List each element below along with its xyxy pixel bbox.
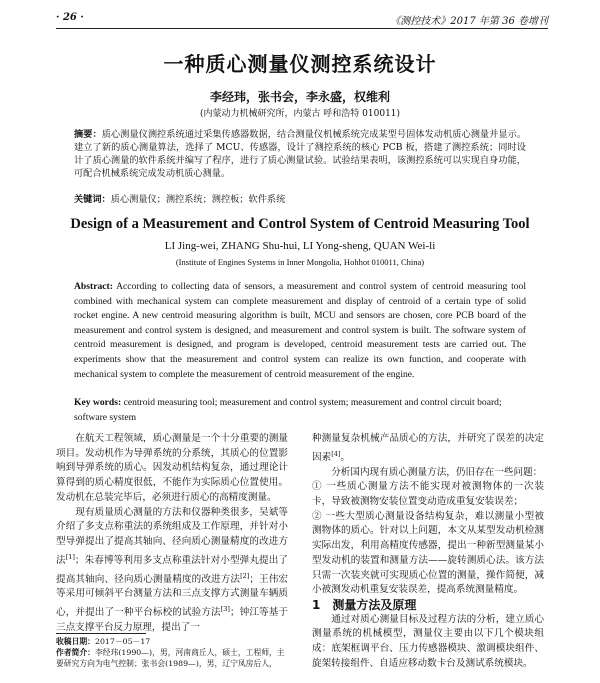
keywords-chinese — [74, 193, 526, 206]
body-text: ；钟江等基于三点支撑平台反力原理，提出了一 — [56, 607, 289, 633]
abstract-english-label: Abstract: — [74, 281, 113, 292]
body-paragraph — [312, 432, 544, 466]
body-paragraph: 分析国内现有质心测量方法，仍旧存在一些问题： — [331, 466, 543, 478]
author-bio-text: 李经玮(1990—)，男，河南商丘人，硕士，工程师，主要研究方向为电气控制；张书会(1989—)，男，辽宁凤房后人， — [56, 648, 285, 668]
keywords-english — [74, 396, 526, 425]
body-paragraph: 在航天工程领域，质心测量是一个十分重要的测量项目。发动机作为导弹系统的分系统，其质心的位置影响到导弹系统的质心。因发动机结构复杂，通过理论计算得到的质心精度很低，不能作为实际质心位置使用。发动机在总装完毕后，必须进行质心的高精度测量。 — [56, 433, 288, 503]
problem-item: ① 一些质心测量方法不能实现对被测物体的一次装卡，导致被测物安装位置变动造成重复安装误差； — [312, 481, 544, 507]
abstract-english — [74, 280, 526, 382]
body-text: 现有质量质心测量的方法和仪器种类很多，吴斌等介绍了多支点称重法的系统组成及工作原理，并针对小型导弹提出了提高其轴向、径向质心测量精度的改进方法 — [56, 506, 288, 566]
title-english: Design of a Measurement and Control System of Centroid Measuring Tool — [70, 216, 530, 232]
abstract-chinese-label: 摘要： — [74, 129, 102, 140]
footnote-divider — [56, 633, 146, 634]
abstract-chinese — [74, 128, 526, 180]
abstract-chinese-text: 质心测量仪测控系统通过采集传感器数据，结合测量仪机械系统完成某型号固体发动机质心测量并显示。建立了新的质心测量算法，选择了 MCU、传感器，设计了测控系统的核心 PCB 板，搭建了测控系统；同时设计了质心测量的软件系统并编写了程序，进行了质心测量试验。试验结果表明，该测控系统可以实现自身功能，可配合机械系统完成发动机质心测量。 — [74, 129, 527, 179]
authors-chinese: 李经玮，张书会，李永盛，权维利 — [209, 90, 390, 104]
footnote — [56, 636, 288, 669]
section-heading: 1 测量方法及原理 — [312, 597, 417, 612]
abstract-english-text: According to collecting data of sensors, a measurement and control system of centroid measuring tool combined with mechanical system can complete measurement and display of centroid of a certain type of solid rocket engine. A new centroid measuring algorithm is built, MCU and sensors are chosen, core PCB board of the measurement and control system is designed, and measurement and control system is built. The software system of centroid measurement is designed, and program is developed, centroid measurement tests are carried out. The experiments show that the measurement and control system can realize its own function, and cooperate with mechanical system to complete the measurement of centroid measurement of the engine. — [74, 281, 526, 380]
running-header — [56, 12, 548, 29]
affiliation-chinese: (内蒙动力机械研究所，内蒙古 呼和浩特 010011) — [199, 109, 401, 119]
affiliation-english: (Institute of Engines Systems in Inner Mongolia, Hohhot 010011, China) — [175, 257, 425, 267]
keywords-english-label: Key words: — [74, 397, 122, 408]
keywords-chinese-text: 质心测量仪；测控系统；测控板；软件系统 — [110, 194, 286, 205]
body-text: 。 — [340, 451, 350, 463]
page-number: · 26 · — [56, 12, 84, 23]
citation-ref: [2] — [240, 571, 250, 580]
citation-ref: [3] — [220, 605, 230, 614]
body-text: 种测量复杂机械产品质心的方法，并研究了误差的决定因素 — [312, 433, 544, 463]
body-text: ；朱春博等利用多支点称重法针对小型弹丸提出了提高其轴向、径向质心测量精度的改进方法 — [56, 554, 289, 585]
body-text: ；王伟宏等采用可倾斜平台测量方法和三点支撑方式测量车辆质心，并提出了一种平台标校的试验方法 — [56, 573, 289, 619]
received-date — [56, 636, 288, 647]
body-paragraph — [56, 506, 288, 636]
keywords-chinese-label: 关键词： — [74, 194, 111, 205]
body-paragraph: 通过对质心测量目标及过程方法的分析，建立质心测量系统的机械模型，测量仪主要由以下几个模块组成：底架框调平台、压力传感器模块、激调模块组件、旋架转接组件、自适应移动数卡台及测试系统模块。 — [312, 613, 544, 669]
journal-name: 《测控技术》2017 年第 36 卷增刊 — [390, 16, 548, 27]
citation-ref: [4] — [331, 449, 341, 458]
received-value: 2017－05－17 — [94, 637, 151, 646]
problem-item: ② 一些大型质心测量设备结构复杂，难以测量小型被测物体的质心。针对以上问题，本文从某型发动机检测实际出发，利用高精度传感器，提出一种新型测量某小型发动机的装置和测量方法——旋转测质心法。该方法只需一次装夹就可实现质心位置的测量，操作简便，减小被测发动机重复安装误差，提高系统测量精度。 — [312, 510, 544, 596]
keywords-english-text: centroid measuring tool; measurement and control system; measurement and control circuit board; software system — [74, 397, 502, 423]
authors-english: LI Jing-wei, ZHANG Shu-hui, LI Yong-sheng, QUAN Wei-li — [164, 240, 436, 252]
author-bio-label: 作者简介： — [56, 648, 95, 657]
body-right-column — [312, 432, 544, 671]
author-bio — [56, 647, 288, 669]
title-chinese: 一种质心测量仪测控系统设计 — [163, 52, 437, 76]
received-label: 收稿日期： — [56, 637, 95, 646]
body-left-column — [56, 432, 288, 636]
citation-ref: [1] — [65, 552, 75, 561]
